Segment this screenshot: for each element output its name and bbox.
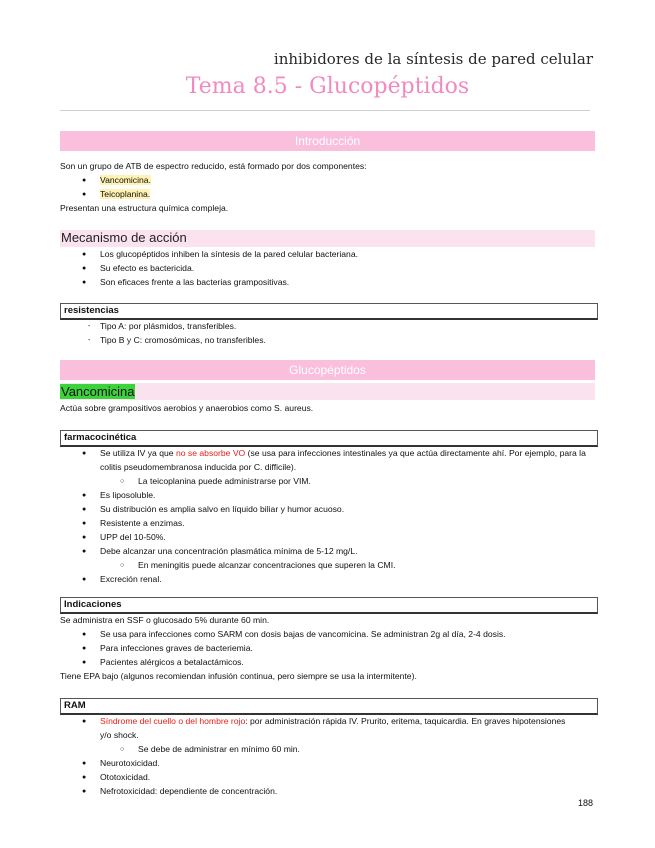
list-item: ● Se utiliza IV ya que no se absorbe VO (se usa para infecciones intestinales ya que actúa directamente ahí. Por ejemplo, para la [82, 448, 586, 458]
box-heading: RAM [60, 698, 598, 715]
list-item: ● Se usa para infecciones como SARM con dosis bajas de vancomicina. Se administran 2g al día, 2-4 dosis. [82, 629, 506, 639]
intro-line: Presentan una estructura química compleja. [60, 203, 229, 213]
list-item: ● Nefrotoxicidad: dependiente de concentración. [82, 786, 278, 796]
box-heading: resistencias [60, 303, 598, 320]
box-heading: Indicaciones [60, 597, 598, 614]
list-item: ● Debe alcanzar una concentración plasmática mínima de 5-12 mg/L. [82, 546, 358, 556]
intro-band: Introducción [60, 131, 595, 151]
list-item: ● Neurotoxicidad. [82, 758, 160, 768]
list-item: ● Resistente a enzimas. [82, 518, 185, 528]
list-item-cont: colitis pseudomembranosa inducida por C. difficile). [100, 462, 297, 472]
indic-line: Se administra en SSF o glucosado 5% durante 60 min. [60, 615, 270, 625]
list-item: ● Pacientes alérgicos a betalactámicos. [82, 657, 244, 667]
list-item: ● Teicoplanina. [82, 189, 151, 199]
list-item: ● Son eficaces frente a las bacterias grampositivas. [82, 277, 290, 287]
list-item: ● Para infecciones graves de bacteriemia. [82, 643, 253, 653]
list-item: ● Ototoxicidad. [82, 772, 151, 782]
sub-list-item: ○ La teicoplanina puede administrarse por VIM. [120, 476, 311, 486]
section-bar [60, 383, 595, 400]
vanco-desc: Actúa sobre grampositivos aerobios y anaerobios como S. aureus. [60, 403, 314, 413]
section-title: Mecanismo de acción [61, 230, 187, 245]
list-item: - Tipo B y C: cromosómicas, no transferibles. [88, 335, 266, 345]
list-item: ● UPP del 10-50%. [82, 532, 166, 542]
list-item: ● Su distribución es amplia salvo en líquido biliar y humor acuoso. [82, 504, 345, 514]
list-item: ● Vancomicina. [82, 175, 151, 185]
vanco-title: Vancomicina [61, 384, 135, 399]
gluco-band: Glucopéptidos [60, 360, 595, 380]
list-item: - Tipo A: por plásmidos, transferibles. [88, 321, 237, 331]
list-item: ● Excreción renal. [82, 574, 162, 584]
list-item: ● Es liposoluble. [82, 490, 156, 500]
list-item: ● Los glucopéptidos inhiben la síntesis de la pared celular bacteriana. [82, 249, 358, 259]
page-number: 188 [577, 798, 593, 808]
list-item-cont: y/o shock. [100, 730, 139, 740]
divider [60, 110, 590, 111]
sub-list-item: ○ Se debe de administrar en mínimo 60 min. [120, 744, 300, 754]
list-item: ● Su efecto es bactericida. [82, 263, 195, 273]
page-title: Tema 8.5 - Glucopéptidos [185, 74, 470, 99]
sub-list-item: ○ En meningitis puede alcanzar concentraciones que superen la CMI. [120, 560, 396, 570]
indic-line: Tiene EPA bajo (algunos recomiendan infusión continua, pero siempre se usa la intermitente). [60, 671, 417, 681]
box-heading: farmacocinética [60, 430, 598, 447]
chapter-subtitle: inhibidores de la síntesis de pared celular [273, 50, 593, 68]
list-item: ● Síndrome del cuello o del hombre rojo: por administración rápida IV. Prurito, eritema, taquicardia. En graves hipotensiones [82, 716, 566, 726]
intro-line: Son un grupo de ATB de espectro reducido, está formado por dos componentes: [60, 161, 367, 171]
